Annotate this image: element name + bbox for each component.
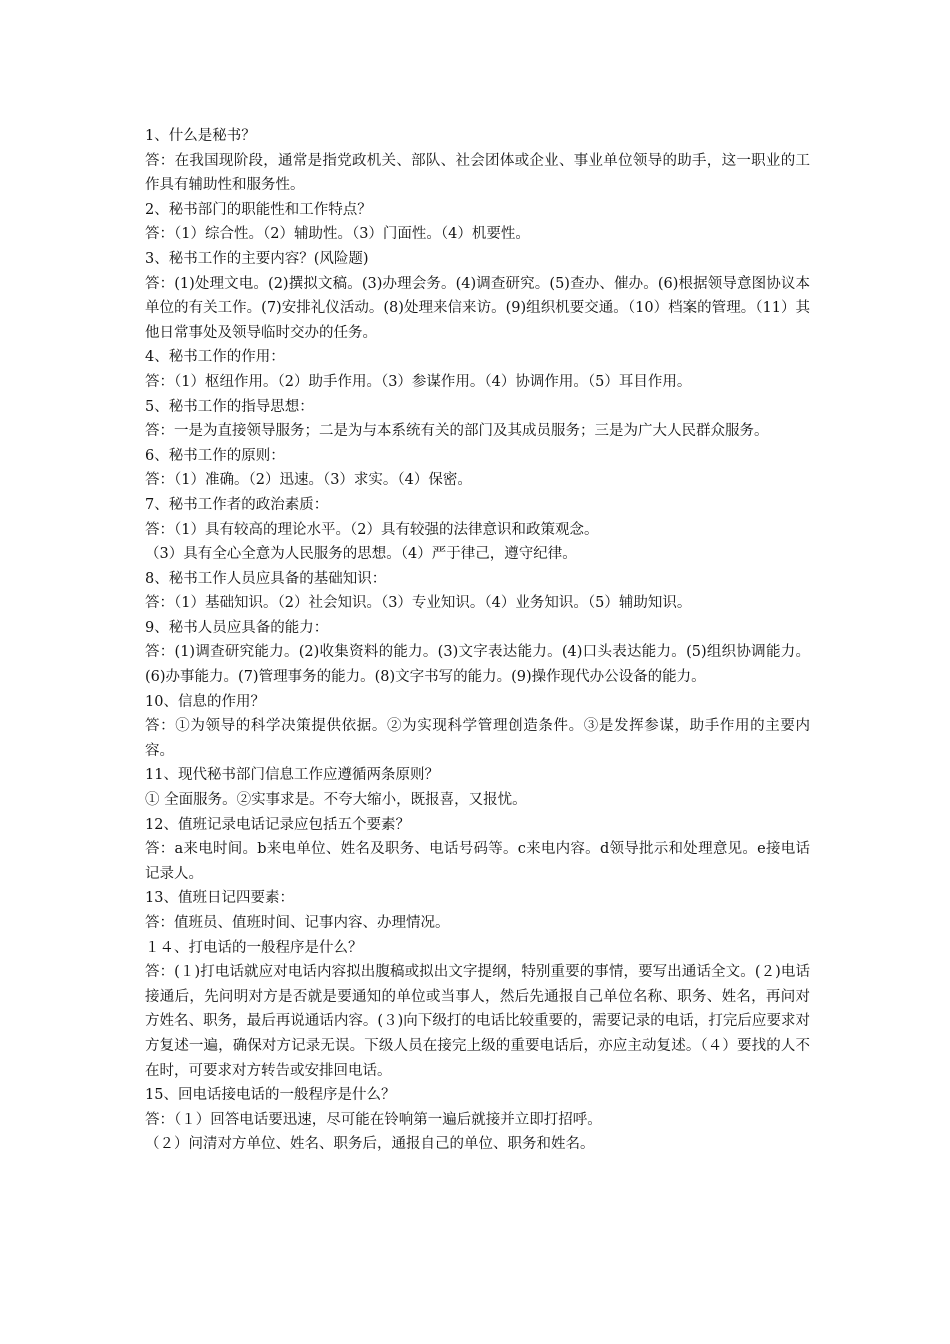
question-12: 12、值班记录电话记录应包括五个要素？ xyxy=(145,816,410,833)
question-1: 1、什么是秘书？ xyxy=(145,128,256,144)
question-7: 7、秘书工作者的政治素质： xyxy=(145,496,329,513)
answer-10: 答：①为领导的科学决策提供依据。②为实现科学管理创造条件。③是发挥参谋，助手作用的主要内容。 xyxy=(145,718,810,759)
answer-15-part-1: 答：（１）回答电话要迅速，尽可能在铃响第一遍后就接并立即打招呼。 xyxy=(145,1111,602,1128)
answer-15-part-2: （２）问清对方单位、姓名、职务后，通报自己的单位、职务和姓名。 xyxy=(145,1136,595,1153)
answer-2: 答：（1）综合性。（2）辅助性。（3）门面性。（4）机要性。 xyxy=(145,226,530,243)
document-body xyxy=(145,124,810,1157)
question-14: １４、打电话的一般程序是什么？ xyxy=(145,939,363,956)
answer-13: 答：值班员、值班时间、记事内容、办理情况。 xyxy=(145,915,450,931)
question-5: 5、秘书工作的指导思想： xyxy=(145,398,314,415)
question-15: 15、回电话接电话的一般程序是什么？ xyxy=(145,1087,396,1104)
question-10: 10、信息的作用？ xyxy=(145,693,265,710)
answer-7-part-1: 答：（1）具有较高的理论水平。（2）具有较强的法律意识和政策观念。 xyxy=(145,521,599,538)
question-4: 4、秘书工作的作用： xyxy=(145,349,285,366)
answer-14: 答：(１)打电话就应对电话内容拟出腹稿或拟出文字提纲，特别重要的事情，要写出通话全文。(２)电话接通后，先问明对方是否就是要通知的单位或当事人，然后先通报自己单位名称、职务、姓名，再问对方姓名、职务，最后再说通话内容。(３)向下级打的电话比较重要的，需要记录的电话，打完后应要求对方复述一遍，确保对方记录无误。下级人员在接完上级的重要电话后，亦应主动复述。（４）要找的人不在时，可要求对方转告或安排回电话。 xyxy=(145,964,810,1079)
question-2: 2、秘书部门的职能性和工作特点？ xyxy=(145,201,372,218)
question-9: 9、秘书人员应具备的能力： xyxy=(145,619,329,636)
answer-7-part-2: （3）具有全心全意为人民服务的思想。（4）严于律己，遵守纪律。 xyxy=(145,546,577,563)
question-3: 3、秘书工作的主要内容？(风险题) xyxy=(145,250,369,267)
answer-9: 答：(1)调查研究能力。(2)收集资料的能力。(3)文字表达能力。(4)口头表达能力。(5)组织协调能力。(6)办事能力。(7)管理事务的能力。(8)文字书写的能力。(9)操作现代办公设备的能力。 xyxy=(145,644,810,686)
question-6: 6、秘书工作的原则： xyxy=(145,447,285,464)
answer-12: 答：a来电时间。b来电单位、姓名及职务、电话号码等。c来电内容。d领导批示和处理意见。e接电话记录人。 xyxy=(145,841,810,882)
answer-11: ① 全面服务。②实事求是。不夸大缩小，既报喜，又报忧。 xyxy=(145,792,527,809)
question-8: 8、秘书工作人员应具备的基础知识： xyxy=(145,570,387,587)
answer-3: 答：(1)处理文电。(2)撰拟文稿。(3)办理会务。(4)调查研究。(5)查办、催办。(6)根据领导意图协议本单位的有关工作。(7)安排礼仪活动。(8)处理来信来访。(9)组织机要交通。（10）档案的管理。（11）其他日常事处及领导临时交办的任务。 xyxy=(145,275,810,341)
answer-4: 答：（1）枢纽作用。（2）助手作用。（3）参谋作用。（4）协调作用。（5）耳目作用。 xyxy=(145,373,692,390)
question-13: 13、值班日记四要素： xyxy=(145,890,294,907)
answer-1: 答：在我国现阶段，通常是指党政机关、部队、社会团体或企业、事业单位领导的助手，这一职业的工作具有辅助性和服务性。 xyxy=(145,152,810,194)
answer-6: 答：（1）准确。（2）迅速。（3）求实。（4）保密。 xyxy=(145,472,472,489)
answer-5: 答：一是为直接领导服务；二是为与本系统有关的部门及其成员服务；三是为广大人民群众服务。 xyxy=(145,423,769,440)
question-11: 11、现代秘书部门信息工作应遵循两条原则？ xyxy=(145,767,439,784)
answer-8: 答：（1）基础知识。（2）社会知识。（3）专业知识。（4）业务知识。（5）辅助知识。 xyxy=(145,595,692,612)
